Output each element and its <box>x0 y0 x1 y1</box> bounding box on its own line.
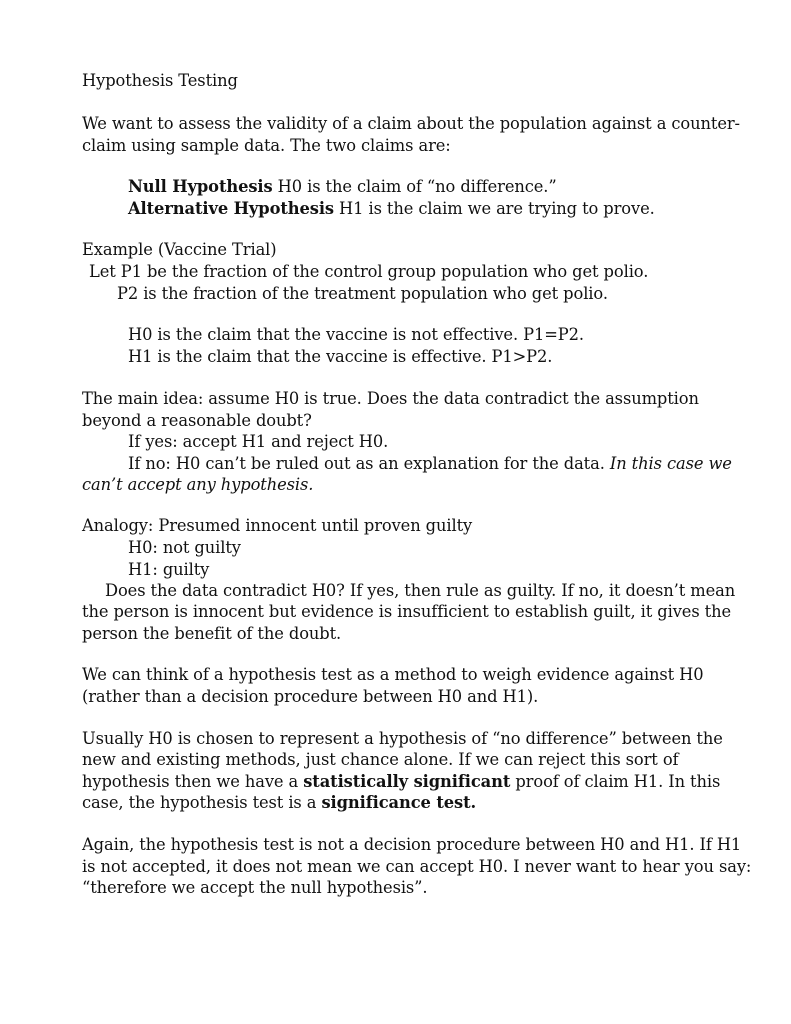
significance-test-term: significance test. <box>321 793 477 812</box>
weigh-line-1: We can think of a hypothesis test as a method to weigh evidence against H0 <box>82 665 704 684</box>
null-hypothesis-term: Null Hypothesis <box>128 177 273 196</box>
null-hypothesis-definition: Null Hypothesis H0 is the claim of “no difference.” <box>128 177 557 196</box>
intro-line-1: We want to assess the validity of a claim about the population against a counter- <box>82 114 740 133</box>
example-h0-line: H0 is the claim that the vaccine is not effective. P1=P2. <box>128 325 584 344</box>
again-line-2: is not accepted, it does not mean we can accept H0. I never want to hear you say: <box>82 857 752 876</box>
main-idea-line-2: beyond a reasonable doubt? <box>82 411 312 430</box>
analogy-line-2: the person is innocent but evidence is insufficient to establish guilt, it gives the <box>82 602 732 621</box>
usually-line-3: hypothesis then we have a statistically significant proof of claim H1. In this <box>82 772 721 791</box>
example-p2-line: P2 is the fraction of the treatment population who get polio. <box>117 284 608 303</box>
analogy-h1: H1: guilty <box>128 560 210 579</box>
weigh-line-2: (rather than a decision procedure between H0 and H1). <box>82 687 539 706</box>
again-line-3: “therefore we accept the null hypothesis”. <box>82 878 428 897</box>
main-idea-line-1: The main idea: assume H0 is true. Does the data contradict the assumption <box>82 389 699 408</box>
main-idea-italic-continuation: can’t accept any hypothesis. <box>82 475 314 494</box>
alternative-hypothesis-definition: Alternative Hypothesis H1 is the claim we are trying to prove. <box>128 199 655 218</box>
analogy-line-3: person the benefit of the doubt. <box>82 624 342 643</box>
italic-note: In this case we <box>609 454 732 473</box>
intro-line-2: claim using sample data. The two claims are: <box>82 136 451 155</box>
usually-line-1: Usually H0 is chosen to represent a hypothesis of “no difference” between the <box>82 729 723 748</box>
analogy-heading: Analogy: Presumed innocent until proven guilty <box>82 516 473 535</box>
example-p1-line: Let P1 be the fraction of the control group population who get polio. <box>89 262 649 281</box>
analogy-line-1: Does the data contradict H0? If yes, then rule as guilty. If no, it doesn’t mean <box>105 581 736 600</box>
usually-line-2: new and existing methods, just chance alone. If we can reject this sort of <box>82 750 679 769</box>
again-line-1: Again, the hypothesis test is not a decision procedure between H0 and H1. If H1 <box>82 835 742 854</box>
usually-line-4: case, the hypothesis test is a significance test. <box>82 793 477 812</box>
example-heading: Example (Vaccine Trial) <box>82 240 277 259</box>
main-idea-if-yes: If yes: accept H1 and reject H0. <box>128 432 389 451</box>
alternative-hypothesis-term: Alternative Hypothesis <box>128 199 334 218</box>
main-idea-if-no: If no: H0 can’t be ruled out as an explanation for the data. In this case we <box>128 454 732 473</box>
analogy-h0: H0: not guilty <box>128 538 241 557</box>
statistically-significant-term: statistically significant <box>303 772 511 791</box>
example-h1-line: H1 is the claim that the vaccine is effective. P1>P2. <box>128 347 553 366</box>
document-title: Hypothesis Testing <box>82 71 238 90</box>
